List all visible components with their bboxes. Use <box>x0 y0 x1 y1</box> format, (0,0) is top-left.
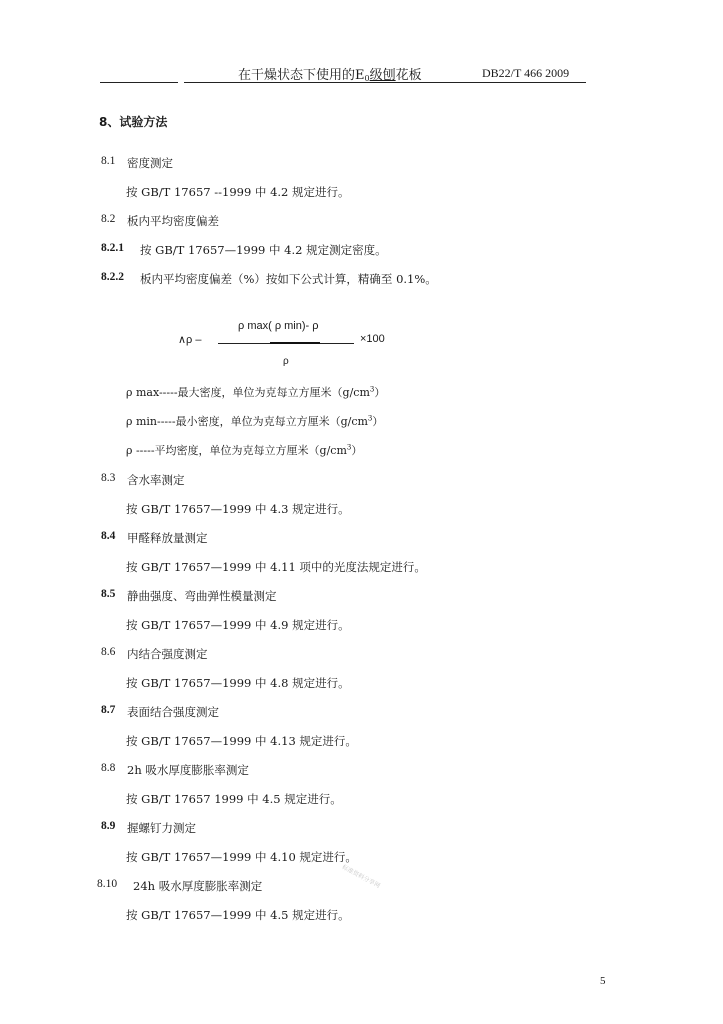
definition-avg: ρ -----平均密度，单位为克每立方厘米$(g/cm^3)$ <box>126 443 363 457</box>
formula-numerator: ρ max( ρ min)- ρ <box>238 320 319 332</box>
item-title: 2h 吸水厚度膨胀率测定 <box>127 763 249 777</box>
item-title: 密度测定 <box>127 156 173 170</box>
section-title: 8、试验方法 <box>99 115 168 129</box>
item-number: 8.2.1 <box>101 242 124 254</box>
item-title: 含水率测定 <box>127 473 185 487</box>
header-title: 在干燥状态下使用的$E_0$级刨花板 <box>238 68 422 83</box>
item-body: 按 GB/T 17657—1999 中 4.11 项中的光度法规定进行。 <box>126 560 426 574</box>
formula-multiplier: ×100 <box>360 333 385 345</box>
item-number: 8.10 <box>97 878 118 890</box>
page-number: 5 <box>600 975 606 987</box>
formula-denominator: ρ <box>283 356 289 367</box>
formula-lhs: ∧ρ – <box>178 334 202 346</box>
item-title: 24h 吸水厚度膨胀率测定 <box>133 879 263 893</box>
item-body: 按 GB/T 17657—1999 中 4.2 规定测定密度。 <box>140 243 387 257</box>
header-standard-number: DB22/T 466 2009 <box>482 66 570 80</box>
item-number: 8.3 <box>101 472 116 484</box>
formula-fraction-bar-accent <box>270 342 320 344</box>
item-title: 内结合强度测定 <box>127 647 208 661</box>
header-rule-left <box>100 82 178 83</box>
watermark: 标准资料分享网 <box>340 863 382 890</box>
item-body: 按 GB/T 17657—1999 中 4.10 规定进行。 <box>126 850 357 864</box>
item-number: 8.8 <box>101 762 116 774</box>
item-body: 按 GB/T 17657—1999 中 4.3 规定进行。 <box>126 502 350 516</box>
item-number: 8.2 <box>101 213 116 225</box>
item-number: 8.6 <box>101 646 116 658</box>
item-number: 8.1 <box>101 155 116 167</box>
item-number: 8.2.2 <box>101 271 124 283</box>
item-title: 表面结合强度测定 <box>127 705 219 719</box>
item-body: 按 GB/T 17657 --1999 中 4.2 规定进行。 <box>126 185 350 199</box>
item-title: 握螺钉力测定 <box>127 821 196 835</box>
item-number: 8.7 <box>101 704 116 716</box>
item-number: 8.4 <box>101 530 116 542</box>
definition-max: ρ max-----最大密度，单位为克每立方厘米$(g/cm^3)$ <box>126 385 386 399</box>
item-body: 板内平均密度偏差（%）按如下公式计算，精确至 0.1%。 <box>140 272 437 286</box>
item-body: 按 GB/T 17657—1999 中 4.13 规定进行。 <box>126 734 357 748</box>
header-rule-right <box>184 82 586 83</box>
item-number: 8.5 <box>101 588 116 600</box>
definition-min: ρ min-----最小密度，单位为克每立方厘米$(g/cm^3)$ <box>126 414 384 428</box>
item-number: 8.9 <box>101 820 116 832</box>
item-title: 板内平均密度偏差 <box>127 214 219 228</box>
item-title: 静曲强度、弯曲弹性模量测定 <box>127 589 277 603</box>
item-body: 按 GB/T 17657—1999 中 4.8 规定进行。 <box>126 676 350 690</box>
item-body: 按 GB/T 17657—1999 中 4.9 规定进行。 <box>126 618 350 632</box>
item-title: 甲醛释放量测定 <box>127 531 208 545</box>
item-body: 按 GB/T 17657—1999 中 4.5 规定进行。 <box>126 908 350 922</box>
item-body: 按 GB/T 17657 1999 中 4.5 规定进行。 <box>126 792 342 806</box>
